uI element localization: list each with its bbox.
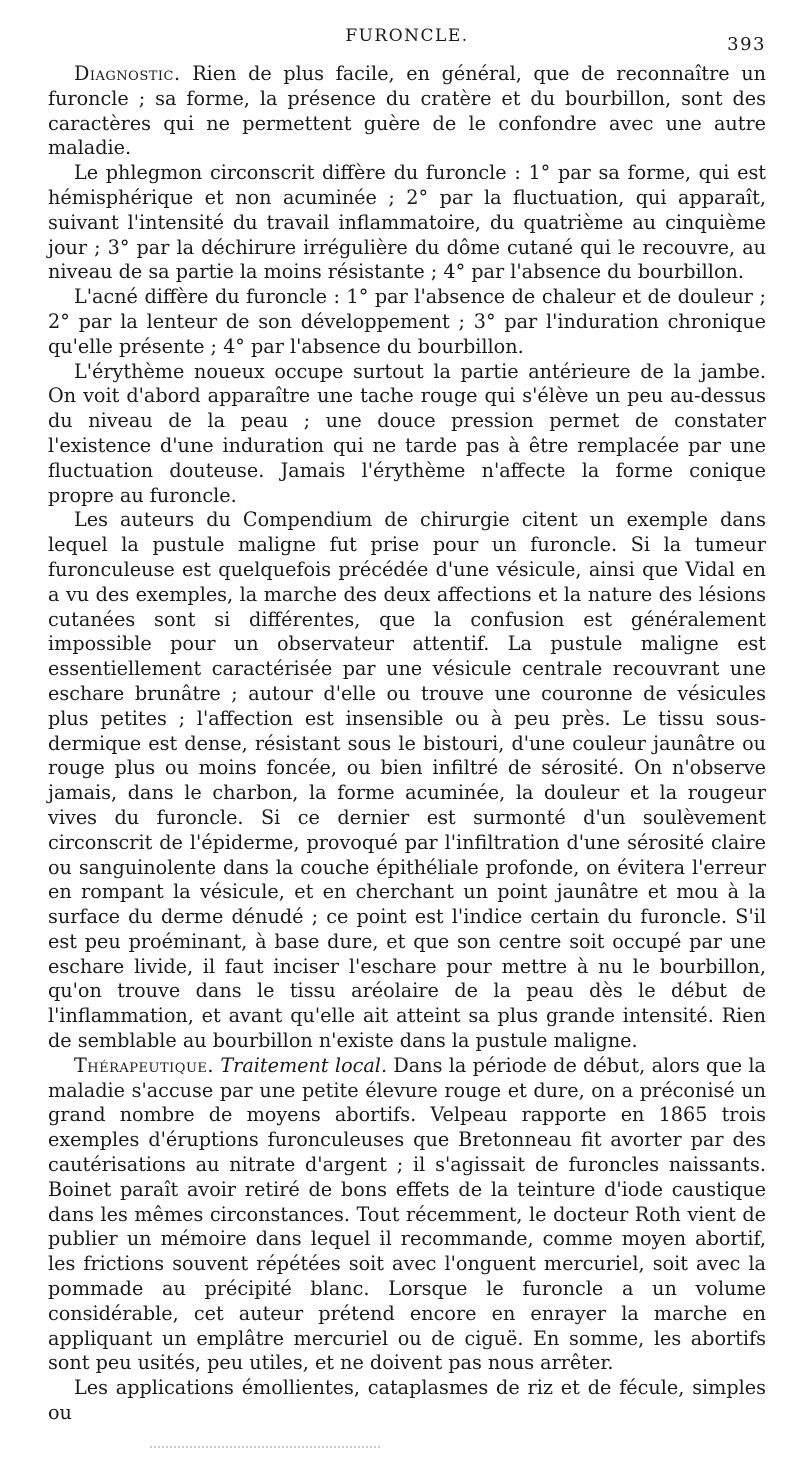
paragraph-erytheme [48, 360, 766, 509]
running-title: FURONCLE. [345, 26, 469, 46]
paragraph-pustule [48, 508, 766, 1054]
book-page [48, 26, 766, 1426]
subsection-lead-traitement-local: Traitement local. [220, 1053, 388, 1077]
paragraph-text: Dans la période de début, alors que la maladie s'accuse par une petite élevure rouge et dure, on a préconisé un grand nombre de moyens abortifs. Velpeau rapporte en 1865 trois exemples d'éruptions furonculeuses que Bretonneau fit avorter par des cautérisations au nitrate d'argent ; il s'agissait de furoncles naissants. Boinet paraît avoir retiré de bons effets de la teinture d'iode caustique dans les mêmes circonstances. Tout récemment, le docteur Roth vient de publier un mémoire dans lequel il recommande, comme moyen abortif, les frictions souvent répétées soit avec l'onguent mercuriel, soit avec la pommade au précipité blanc. Lorsque le furoncle a un volume considérable, cet auteur prétend encore en enrayer la marche en appliquant un emplâtre mercuriel ou de ciguë. En somme, les abortifs sont peu usités, peu utiles, et ne doivent pas nous arrêter. [48, 1053, 766, 1375]
paragraph-diagnostic [48, 62, 766, 161]
paragraph-text: Les applications émollientes, cataplasmes de riz et de fécule, simples ou [48, 1376, 766, 1425]
bleed-through-trace [150, 1446, 380, 1451]
paragraph-acne [48, 285, 766, 359]
page-header [48, 26, 766, 56]
paragraph-phlegmon [48, 161, 766, 285]
paragraph-text: Rien de plus facile, en général, que de reconnaître un furoncle ; sa forme, la présence du cratère et du bourbillon, sont des caractères qui ne permettent guère de le confondre avec une autre maladie. [48, 62, 766, 160]
paragraph-text: L'érythème noueux occupe surtout la partie antérieure de la jambe. On voit d'abord apparaître une tache rouge qui s'élève un peu au-dessus du niveau de la peau ; une douce pression permet de constater l'existence d'une induration qui ne tarde pas à être remplacée par une fluctuation douteuse. Jamais l'érythème n'affecte la forme conique propre au furoncle. [48, 359, 766, 507]
paragraph-text: Le phlegmon circonscrit diffère du furoncle : 1° par sa forme, qui est hémisphérique et non acuminée ; 2° par la fluctuation, qui apparaît, suivant l'intensité du travail inflammatoire, du quatrième au cinquième jour ; 3° par la déchirure irrégulière du dôme cutané qui le recouvre, au niveau de sa partie la moins résistante ; 4° par l'absence du bourbillon. [48, 161, 766, 284]
paragraph-text: L'acné diffère du furoncle : 1° par l'absence de chaleur et de douleur ; 2° par la lenteur de son développement ; 3° par l'induration chronique qu'elle présente ; 4° par l'absence du bourbillon. [48, 285, 766, 358]
section-lead-diagnostic: Diagnostic. [74, 62, 181, 85]
page-number: 393 [727, 34, 766, 55]
paragraph-text: Les auteurs du Compendium de chirurgie citent un exemple dans lequel la pustule maligne fut prise pour un furoncle. Si la tumeur furonculeuse est quelquefois précédée d'une vésicule, ainsi que Vidal en a vu des exemples, la marche des deux affections et la nature des lésions cutanées sont si différentes, que la confusion est généralement impossible pour un observateur attentif. La pustule maligne est essentiellement caractérisée par une vésicule centrale recouvrant une eschare brunâtre ; autour d'elle ou trouve une couronne de vésicules plus petites ; l'affection est insensible ou à peu près. Le tissu sous-dermique est dense, résistant sous le bistouri, d'une couleur jaunâtre ou rouge plus ou moins foncée, ou bien infiltré de sérosité. On n'observe jamais, dans le charbon, la forme acuminée, la douleur et la rougeur vives du furoncle. Si ce dernier est surmonté d'un soulèvement circonscrit de l'épiderme, provoqué par l'infiltration d'une sérosité claire ou sanguinolente dans la couche épithéliale profonde, on évitera l'erreur en rompant la vésicule, et en cherchant un point jaunâtre et mou à la surface du derme dénudé ; ce point est l'indice certain du furoncle. S'il est peu proéminant, à base dure, et que son centre soit occupé par une eschare livide, il faut inciser l'eschare pour mettre à nu le bourbillon, qu'on trouve dans le tissu aréolaire de la peau dès le début de l'inflammation, et avant qu'elle ait atteint sa plus grande intensité. Rien de semblable au bourbillon n'existe dans la pustule maligne. [48, 508, 766, 1053]
paragraph-applications [48, 1376, 766, 1426]
paragraph-therapeutique [48, 1054, 766, 1376]
section-lead-therapeutique: Thérapeutique. [74, 1053, 215, 1077]
